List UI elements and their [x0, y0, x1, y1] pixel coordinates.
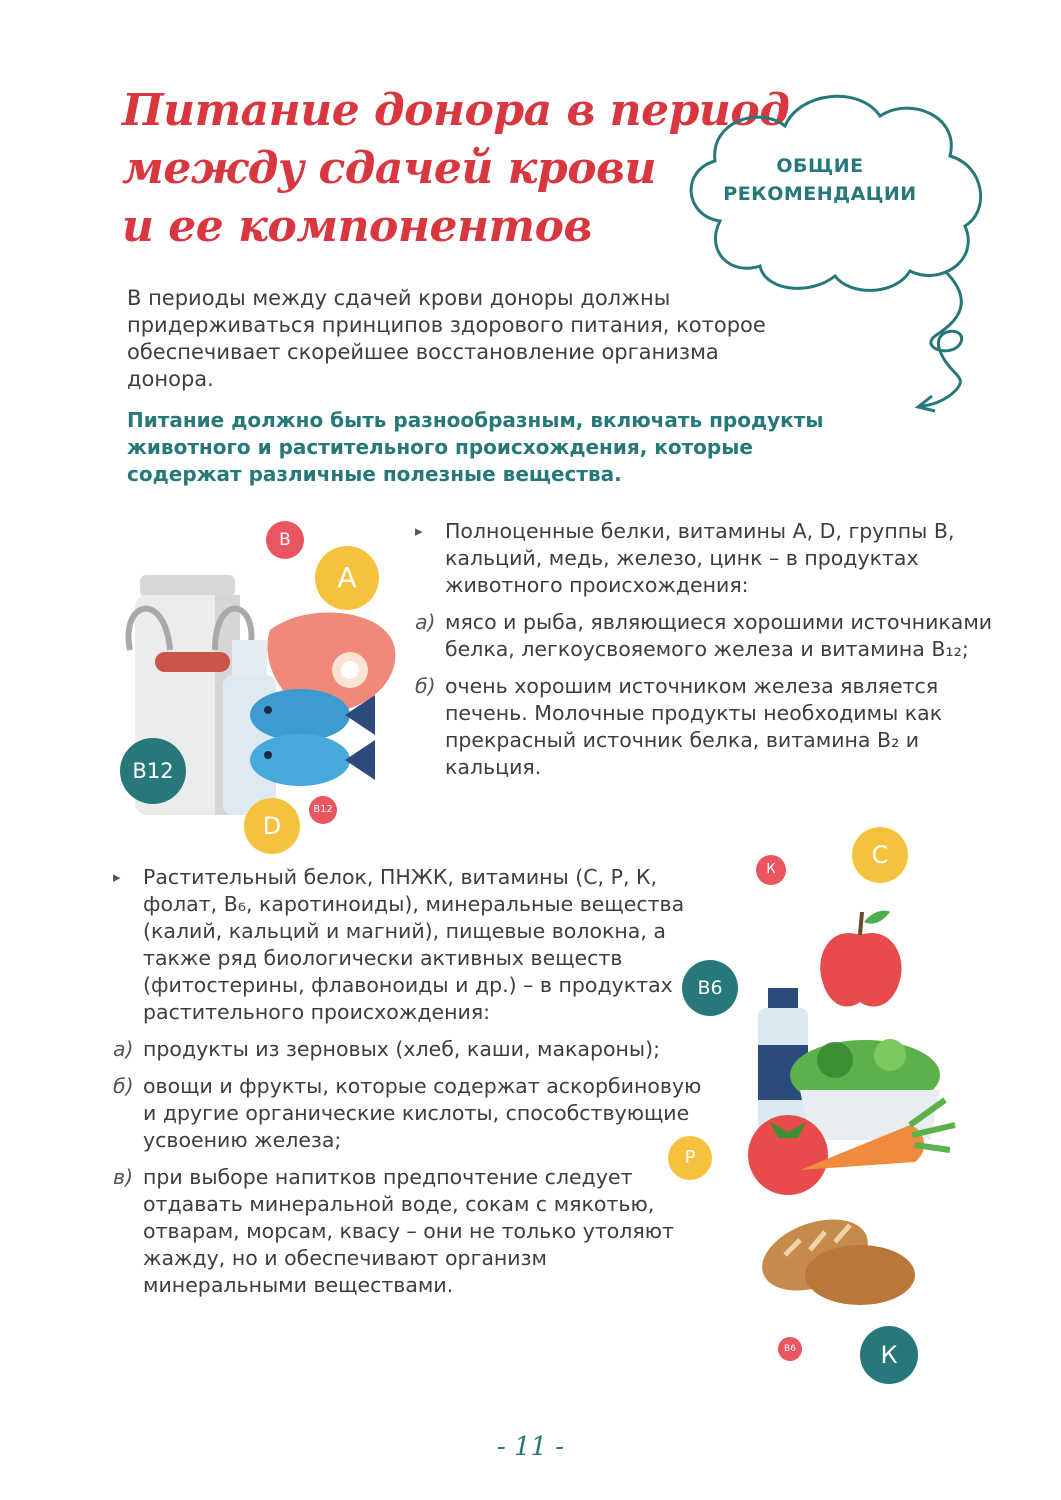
item-text: мясо и рыба, являющиеся хорошими источниками белка, легкоусвояемого железа и витамина В₁₂; — [445, 610, 993, 661]
item-label: б) — [415, 674, 436, 698]
title-line-1: Питание донора в период — [122, 85, 790, 136]
intro-text: В периоды между сдачей крови доноры должны придерживаться принципов здорового питания, которое обеспечивает скорейшее восстановление организма донора. — [127, 286, 766, 391]
item-text: продукты из зерновых (хлеб, каши, макароны); — [143, 1037, 661, 1061]
item-text: очень хорошим источником железа является печень. Молочные продукты необходимы как прекрасный источник белка, витамина В₂ и кальция. — [445, 674, 943, 779]
plant-item — [113, 1164, 713, 1299]
vitamin-b12-small-badge: В12 — [309, 796, 337, 824]
cloud-heading — [700, 152, 940, 208]
item-label: а) — [415, 610, 436, 634]
animal-bullet — [415, 518, 1015, 599]
vitamin-d-badge: D — [244, 798, 300, 854]
vitamin-k-large-badge: К — [860, 1326, 918, 1384]
animal-item — [415, 609, 1015, 663]
animal-bullet-text: Полноценные белки, витамины А, D, группы В, кальций, медь, железо, цинк – в продуктах животного происхождения: — [445, 519, 955, 597]
plant-bullet-text: Растительный белок, ПНЖК, витамины (С, Р, К, фолат, В₆, каротиноиды), минеральные вещества (калий, кальций и магний), пищевые волокна, а также ряд биологически активных веществ (фитостерины, флавоноиды и др.) – в продуктах растительного происхождения: — [143, 865, 685, 1024]
cloud-line-2: РЕКОМЕНДАЦИИ — [723, 183, 917, 205]
page-title — [122, 82, 790, 256]
vitamin-a-badge: А — [315, 546, 379, 610]
plant-item — [113, 1073, 713, 1154]
bullet-marker-icon: ▸ — [415, 522, 423, 540]
page-number: - 11 - — [496, 1432, 565, 1462]
vitamin-b6-small-badge: В6 — [778, 1337, 802, 1361]
bullet-marker-icon: ▸ — [113, 868, 121, 886]
title-line-2: между сдачей крови — [122, 143, 656, 194]
vitamin-b6-large-badge: В6 — [682, 960, 738, 1016]
plant-products-section — [113, 864, 713, 1309]
fruits-vegetables-bread-illustration — [740, 900, 960, 1320]
vitamin-b-badge: В — [266, 521, 304, 559]
vitamin-k-small-badge: К — [756, 855, 786, 885]
plant-bullet — [113, 864, 713, 1026]
item-label: в) — [113, 1165, 134, 1189]
cloud-line-1: ОБЩИЕ — [776, 155, 864, 177]
item-label: б) — [113, 1074, 134, 1098]
item-label: а) — [113, 1037, 134, 1061]
plant-item — [113, 1036, 713, 1063]
animal-products-section — [415, 518, 1015, 791]
intro-paragraph — [127, 285, 767, 393]
intro-bold-paragraph: Питание должно быть разнообразным, включать продукты животного и растительного происхождения, которые содержат различные полезные вещества. — [127, 408, 824, 486]
vitamin-c-badge: С — [852, 827, 908, 883]
item-text: овощи и фрукты, которые содержат аскорбиновую и другие органические кислоты, способствующие усвоению железа; — [143, 1074, 702, 1152]
vitamin-p-badge: Р — [668, 1136, 712, 1180]
title-line-3: и ее компонентов — [122, 201, 592, 252]
animal-item — [415, 673, 1015, 781]
vitamin-b12-large-badge: В12 — [120, 738, 186, 804]
item-text: при выборе напитков предпочтение следует отдавать минеральной воде, сокам с мякотью, отварам, морсам, квасу – они не только утоляют жажду, но и обеспечивают организм минеральными веществами. — [143, 1165, 674, 1297]
